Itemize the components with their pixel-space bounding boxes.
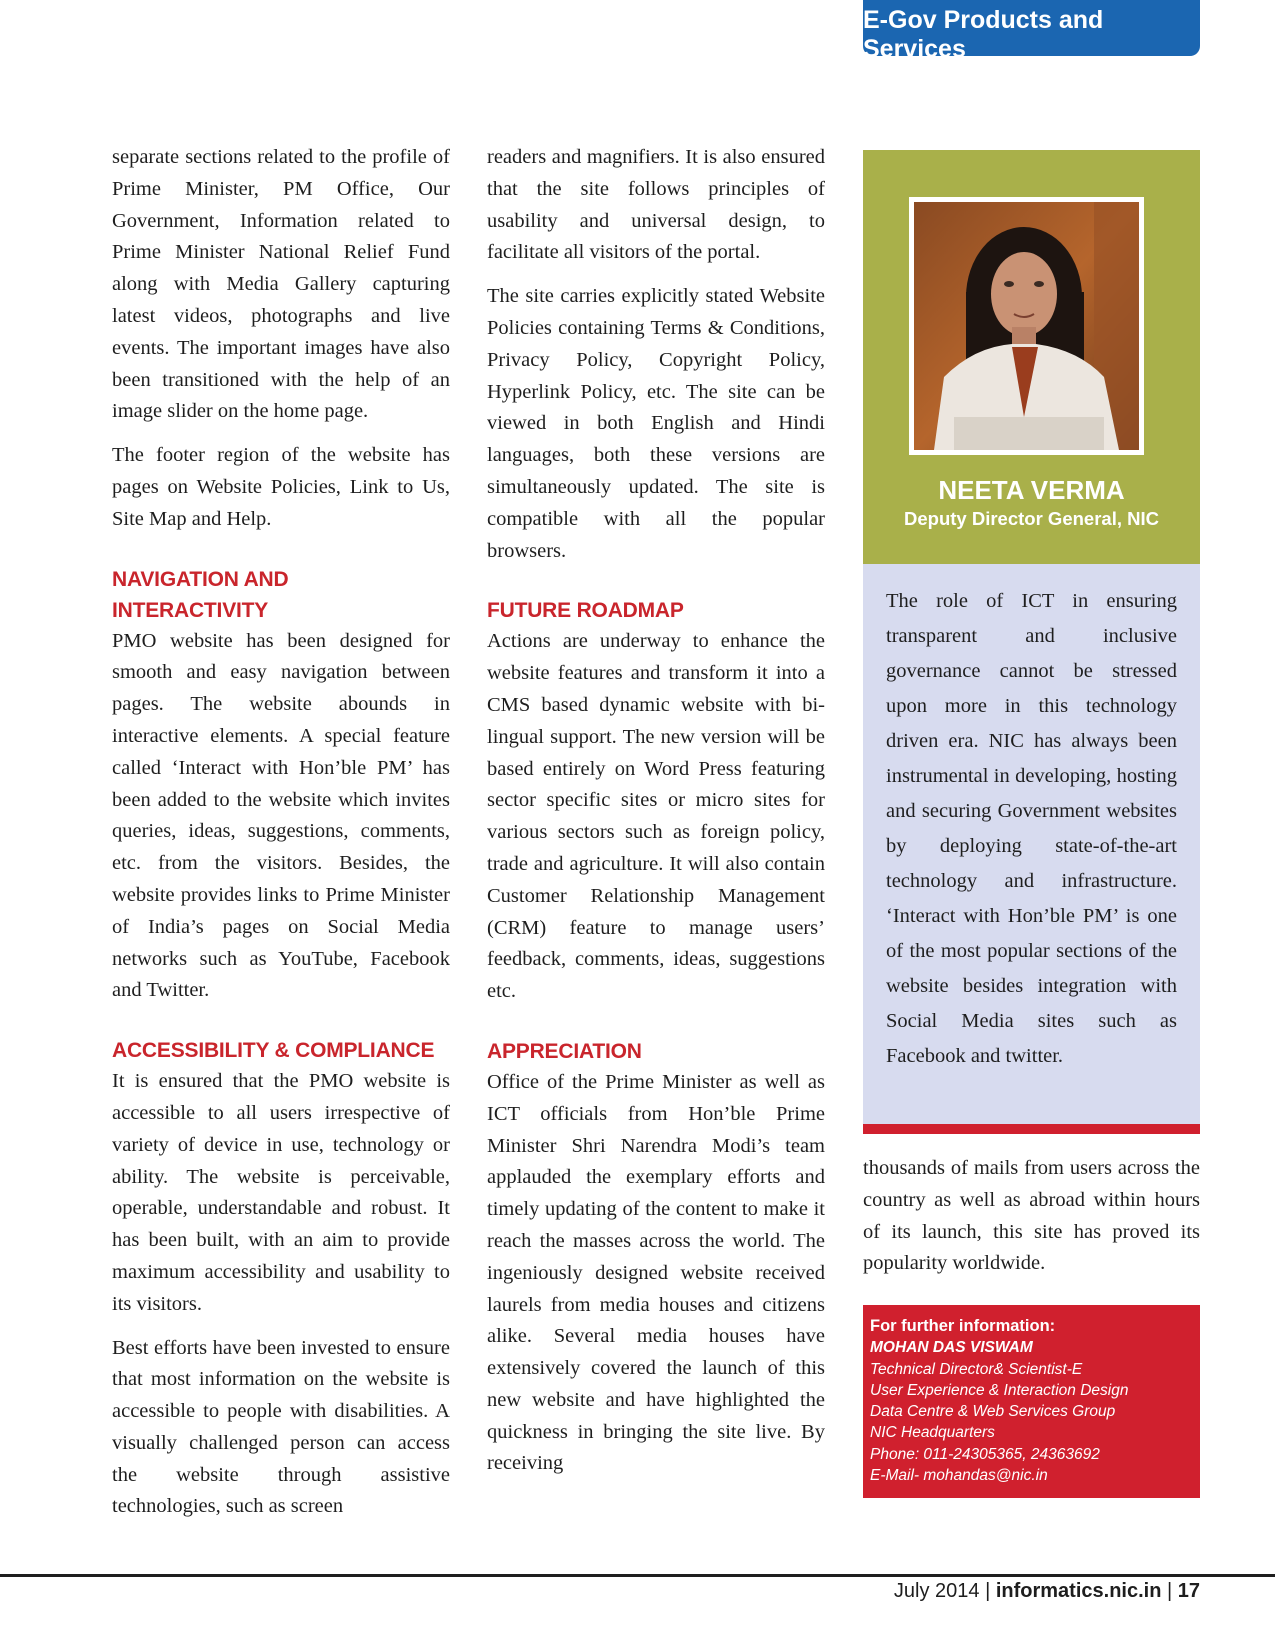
profile-title: Deputy Director General, NIC (904, 508, 1159, 529)
section-heading-roadmap: FUTURE ROADMAP (487, 599, 684, 623)
footer-divider (0, 1574, 1275, 1577)
issue-date: July 2014 (893, 1580, 980, 1602)
contact-email: E-Mail- mohandas@nic.in (870, 1467, 1048, 1485)
contact-line: User Experience & Interaction Design (870, 1381, 1129, 1399)
contact-line: Data Centre & Web Services Group (870, 1403, 1116, 1421)
paragraph: It is ensured that the PMO website is accessible to all users irrespective of variety of device in use, technology or ability. The website is perceivable, operable, understandable and robust. It has been built, with an aim to provide maximum accessibility and usability to its visitors. (112, 1070, 450, 1315)
quote-text: The role of ICT in ensuring transparent and inclusive governance cannot be stressed upon more in this technology driven era. NIC has always been instrumental in developing, hosting and securing Government websites by deploying state-of-the-art technology and infrastructure. ‘Interact with Hon’ble PM’ is one of the most popular sections of the website besides integration with Social Media sites such as Facebook and twitter. (886, 590, 1177, 1067)
article-column-2 (487, 142, 825, 1492)
portrait-image (914, 202, 1139, 450)
paragraph: Office of the Prime Minister as well as ICT officials from Hon’ble Prime Minister Shri Narendra Modi’s team applauded the exemplary efforts and timely updating of the content to make it reach the masses across the world. The ingeniously designed website received laurels from media houses and citizens alike. Several media houses have extensively covered the launch of this new website and have highlighted the quickness in bringing the site live. By receiving (487, 1070, 825, 1475)
section-tab: E-Gov Products and Services (863, 0, 1200, 56)
paragraph: separate sections related to the profile of Prime Minister, PM Office, Our Government, Information related to Prime Minister National Relief Fund along with Media Gallery capturing latest videos, photographs and live events. The important images have also been transitioned with the help of an image slider on the home page. (112, 146, 450, 423)
contact-line: NIC Headquarters (870, 1424, 995, 1442)
page-number: 17 (1177, 1580, 1200, 1602)
paragraph: Best efforts have been invested to ensure that most information on the website is accessible to people with disabilities. A visually challenged person can access the website through assistive technologies, such as screen (112, 1336, 450, 1518)
paragraph: The footer region of the website has pages on Website Policies, Link to Us, Site Map and Help. (112, 444, 450, 530)
section-heading-appreciation: APPRECIATION (487, 1039, 642, 1063)
page-footer: July 2014 | informatics.nic.in | 17 (893, 1580, 1200, 1602)
paragraph: thousands of mails from users across the country as well as abroad within hours of its launch, this site has proved its popularity worldwide. (863, 1157, 1200, 1275)
contact-name: MOHAN DAS VISWAM (870, 1339, 1033, 1357)
contact-phone: Phone: 011-24305365, 24363692 (870, 1445, 1100, 1463)
paragraph: Actions are underway to enhance the website features and transform it into a CMS based dynamic website with bi-lingual support. The new version will be based entirely on Word Press featuring sector specific sites or micro sites for various sectors such as foreign policy, trade and agriculture. It will also contain Customer Relationship Management (CRM) feature to manage users’ feedback, comments, ideas, suggestions etc. (487, 630, 825, 1003)
website-link[interactable]: informatics.nic.in (995, 1580, 1162, 1602)
article-column-3 (863, 1153, 1200, 1280)
contact-line: Technical Director& Scientist-E (870, 1360, 1083, 1378)
paragraph: PMO website has been designed for smooth and easy navigation between pages. The website abounds in interactive elements. A special feature called ‘Interact with Hon’ble PM’ has been added to the website which invites queries, ideas, suggestions, comments, etc. from the visitors. Besides, the website provides links to Prime Minister of India’s pages on Social Media networks such as YouTube, Facebook and Twitter. (112, 629, 450, 1002)
profile-box (863, 150, 1200, 564)
profile-name: NEETA VERMA (938, 475, 1125, 505)
section-heading-navigation: NAVIGATION AND INTERACTIVITY (112, 567, 289, 622)
paragraph: readers and magnifiers. It is also ensured that the site follows principles of usability and universal design, to facilitate all visitors of the portal. (487, 146, 825, 264)
paragraph: The site carries explicitly stated Website Policies containing Terms & Conditions, Privacy Policy, Copyright Policy, Hyperlink Policy, etc. The site can be viewed in both English and Hindi languages, both these versions are simultaneously updated. The site is compatible with all the popular browsers. (487, 285, 825, 562)
contact-info-box (863, 1305, 1200, 1498)
info-heading: For further information: (870, 1317, 1056, 1335)
article-column-1 (112, 142, 450, 1535)
profile-photo (909, 197, 1144, 455)
quote-box (863, 564, 1200, 1124)
section-heading-accessibility: ACCESSIBILITY & COMPLIANCE (112, 1039, 435, 1063)
divider (863, 1124, 1200, 1134)
